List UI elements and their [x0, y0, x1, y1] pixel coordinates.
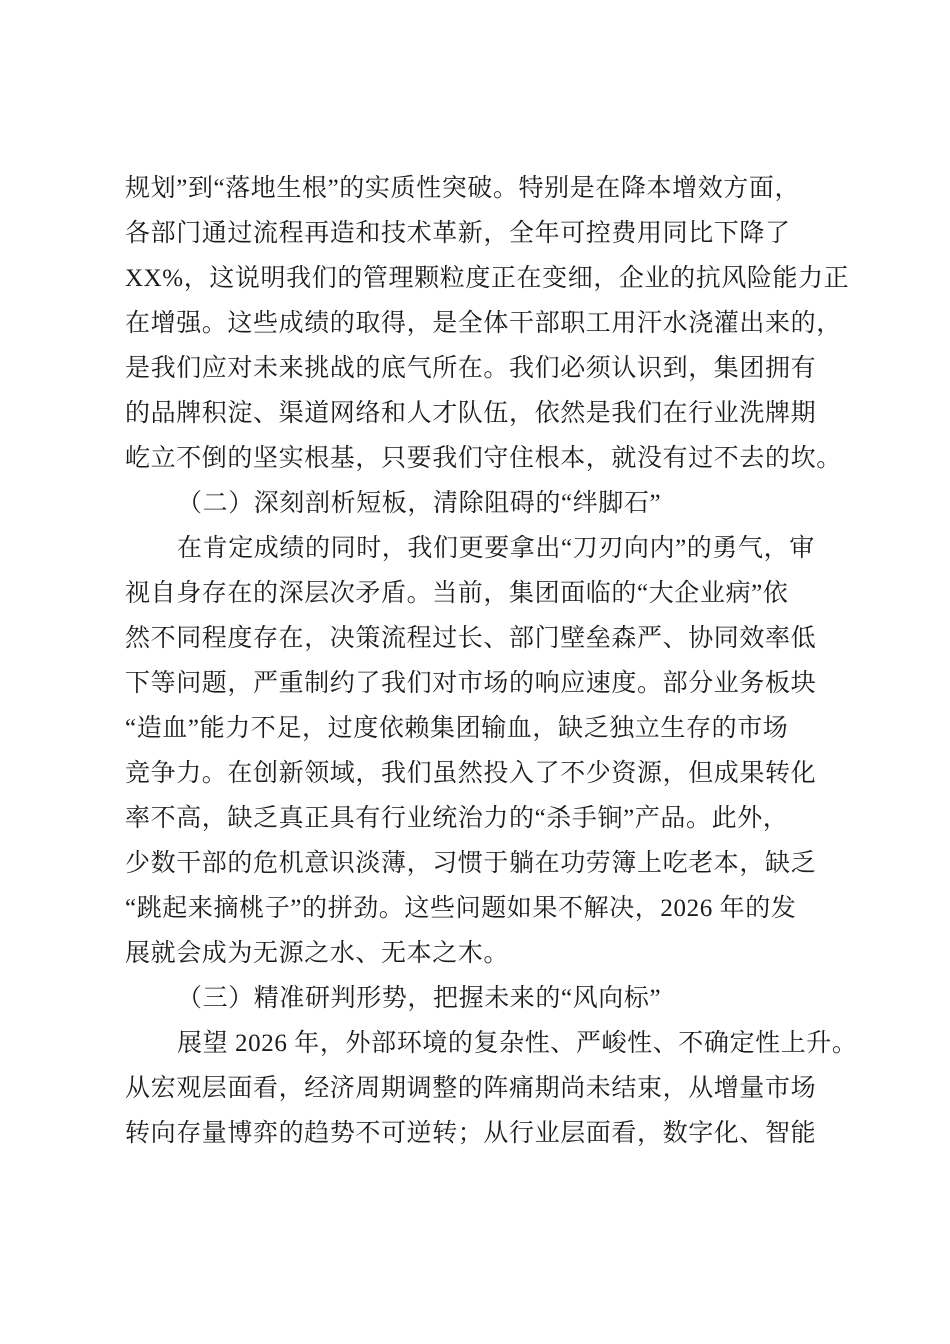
document-body-text — [125, 166, 857, 1156]
paragraph-line: 是我们应对未来挑战的底气所在。我们必须认识到，集团拥有 — [125, 355, 817, 382]
paragraph-line: 的品牌积淀、渠道网络和人才队伍，依然是我们在行业洗牌期 — [125, 400, 817, 427]
paragraph-line: 转向存量博弈的趋势不可逆转；从行业层面看，数字化、智能 — [125, 1120, 817, 1147]
paragraph-line: 屹立不倒的坚实根基，只要我们守住根本，就没有过不去的坎。 — [125, 445, 842, 472]
paragraph-line: 然不同程度存在，决策流程过长、部门壁垒森严、协同效率低 — [125, 625, 817, 652]
paragraph-line: 规划”到“落地生根”的实质性突破。特别是在降本增效方面， — [125, 175, 801, 202]
paragraph-line: 从宏观层面看，经济周期调整的阵痛期尚未结束，从增量市场 — [125, 1075, 817, 1102]
paragraph-line: 展望 2026 年，外部环境的复杂性、严峻性、不确定性上升。 — [177, 1030, 858, 1057]
paragraph-line: 展就会成为无源之水、无本之木。 — [125, 940, 510, 967]
paragraph-line: “造血”能力不足，过度依赖集团输血，缺乏独立生存的市场 — [125, 715, 789, 742]
paragraph-line: 各部门通过流程再造和技术革新，全年可控费用同比下降了 — [125, 220, 791, 247]
paragraph-line: “跳起来摘桃子”的拼劲。这些问题如果不解决，2026 年的发 — [125, 895, 797, 922]
paragraph-line: 率不高，缺乏真正具有行业统治力的“杀手锏”产品。此外， — [125, 805, 789, 832]
paragraph-line: 少数干部的危机意识淡薄，习惯于躺在功劳簿上吃老本，缺乏 — [125, 850, 817, 877]
paragraph-line: 在肯定成绩的同时，我们更要拿出“刀刃向内”的勇气，审 — [177, 535, 815, 562]
paragraph-line: 下等问题，严重制约了我们对市场的响应速度。部分业务板块 — [125, 670, 817, 697]
section-heading-3: （三）精准研判形势，把握未来的“风向标” — [177, 985, 662, 1012]
paragraph-line: 竞争力。在创新领域，我们虽然投入了不少资源，但成果转化 — [125, 760, 817, 787]
paragraph-line: 在增强。这些成绩的取得，是全体干部职工用汗水浇灌出来的， — [125, 310, 842, 337]
paragraph-line: 视自身存在的深层次矛盾。当前，集团面临的“大企业病”依 — [125, 580, 789, 607]
section-heading-2: （二）深刻剖析短板，清除阻碍的“绊脚石” — [177, 490, 662, 517]
paragraph-line: XX%，这说明我们的管理颗粒度正在变细，企业的抗风险能力正 — [125, 265, 850, 292]
